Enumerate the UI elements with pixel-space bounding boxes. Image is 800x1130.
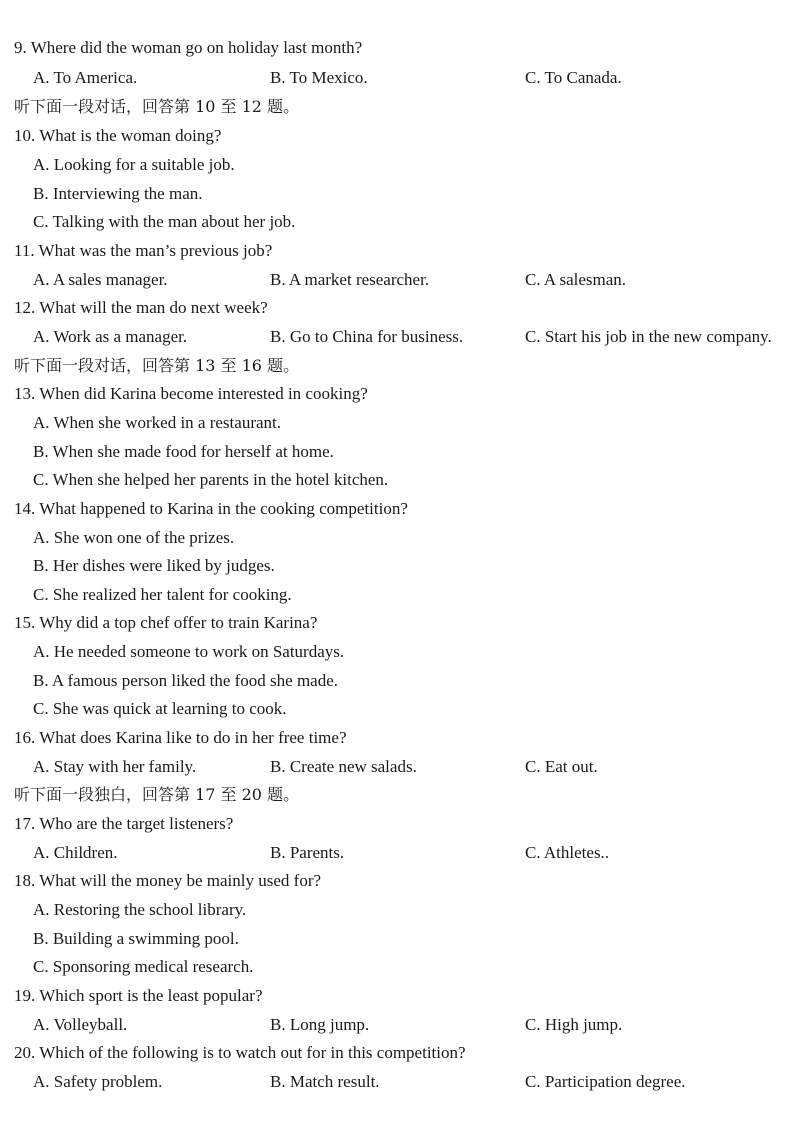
question-18: [0, 867, 800, 895]
option-a: A. Children.: [33, 843, 118, 862]
section-instruction-text: 听下面一段独白，回答第 17 至 20 题。: [14, 785, 300, 804]
option-b: B. Match result.: [270, 1072, 380, 1091]
option-b: B. Create new salads.: [270, 757, 417, 776]
section-instruction: [0, 93, 800, 121]
option-a: A. Safety problem.: [33, 1072, 163, 1091]
question-15-option-c: [0, 695, 800, 723]
question-20-options: [0, 1068, 800, 1096]
question-16: [0, 724, 800, 752]
question-11: [0, 237, 800, 265]
question-stem: 18. What will the money be mainly used for?: [14, 871, 322, 890]
option-b: B. Long jump.: [270, 1015, 370, 1034]
question-12-options: [0, 323, 800, 351]
option-b: B. When she made food for herself at home.: [33, 442, 334, 461]
option-b: B. A market researcher.: [270, 270, 430, 289]
option-a: A. Looking for a suitable job.: [33, 155, 235, 174]
question-stem: 9. Where did the woman go on holiday last month?: [14, 38, 363, 57]
section-instruction-text: 听下面一段对话，回答第 13 至 16 题。: [14, 356, 300, 375]
section-instruction: [0, 781, 800, 809]
question-15-option-a: [0, 638, 800, 666]
question-19-options: [0, 1011, 800, 1039]
question-14: [0, 495, 800, 523]
option-c: C. When she helped her parents in the hotel kitchen.: [33, 470, 389, 489]
question-10: [0, 122, 800, 150]
question-9: [0, 34, 800, 62]
question-stem: 19. Which sport is the least popular?: [14, 986, 263, 1005]
question-14-option-b: [0, 552, 800, 580]
question-18-option-b: [0, 925, 800, 953]
option-a: A. Volleyball.: [33, 1015, 128, 1034]
question-stem: 13. When did Karina become interested in cooking?: [14, 384, 368, 403]
option-c: C. Sponsoring medical research.: [33, 957, 254, 976]
question-17: [0, 810, 800, 838]
question-stem: 11. What was the man’s previous job?: [14, 241, 273, 260]
question-14-option-c: [0, 581, 800, 609]
option-c: C. Participation degree.: [525, 1072, 686, 1091]
question-18-option-a: [0, 896, 800, 924]
question-stem: 14. What happened to Karina in the cooking competition?: [14, 499, 408, 518]
option-b: B. To Mexico.: [270, 68, 368, 87]
option-b: B. A famous person liked the food she made.: [33, 671, 339, 690]
question-17-options: [0, 839, 800, 867]
option-c: C. A salesman.: [525, 270, 627, 289]
question-16-options: [0, 753, 800, 781]
option-a: A. Restoring the school library.: [33, 900, 247, 919]
option-b: B. Her dishes were liked by judges.: [33, 556, 275, 575]
option-b: B. Interviewing the man.: [33, 184, 203, 203]
question-stem: 10. What is the woman doing?: [14, 126, 222, 145]
question-13-option-a: [0, 409, 800, 437]
question-14-option-a: [0, 524, 800, 552]
option-a: A. She won one of the prizes.: [33, 528, 235, 547]
section-instruction-text: 听下面一段对话，回答第 10 至 12 题。: [14, 97, 300, 116]
question-stem: 15. Why did a top chef offer to train Karina?: [14, 613, 318, 632]
question-20: [0, 1039, 800, 1067]
question-stem: 20. Which of the following is to watch out for in this competition?: [14, 1043, 466, 1062]
question-12: [0, 294, 800, 322]
question-15-option-b: [0, 667, 800, 695]
question-10-option-b: [0, 180, 800, 208]
question-9-options: [0, 64, 800, 92]
question-13-option-b: [0, 438, 800, 466]
option-a: A. When she worked in a restaurant.: [33, 413, 281, 432]
option-a: A. A sales manager.: [33, 270, 168, 289]
question-10-option-a: [0, 151, 800, 179]
option-c: C. She realized her talent for cooking.: [33, 585, 292, 604]
option-c: C. To Canada.: [525, 68, 622, 87]
option-c: C. Eat out.: [525, 757, 598, 776]
option-c: C. High jump.: [525, 1015, 623, 1034]
question-11-options: [0, 266, 800, 294]
question-15: [0, 609, 800, 637]
option-b: B. Building a swimming pool.: [33, 929, 239, 948]
question-18-option-c: [0, 953, 800, 981]
question-13-option-c: [0, 466, 800, 494]
question-13: [0, 380, 800, 408]
option-a: A. Work as a manager.: [33, 327, 188, 346]
option-b: B. Go to China for business.: [270, 327, 464, 346]
question-10-option-c: [0, 208, 800, 236]
section-instruction: [0, 352, 800, 380]
option-c: C. She was quick at learning to cook.: [33, 699, 287, 718]
option-c: C. Athletes..: [525, 843, 610, 862]
question-stem: 12. What will the man do next week?: [14, 298, 268, 317]
option-a: A. Stay with her family.: [33, 757, 197, 776]
option-c: C. Start his job in the new company.: [525, 327, 772, 346]
question-stem: 17. Who are the target listeners?: [14, 814, 234, 833]
option-a: A. To America.: [33, 68, 138, 87]
option-b: B. Parents.: [270, 843, 345, 862]
option-a: A. He needed someone to work on Saturdays.: [33, 642, 345, 661]
option-c: C. Talking with the man about her job.: [33, 212, 296, 231]
question-19: [0, 982, 800, 1010]
question-stem: 16. What does Karina like to do in her free time?: [14, 728, 347, 747]
